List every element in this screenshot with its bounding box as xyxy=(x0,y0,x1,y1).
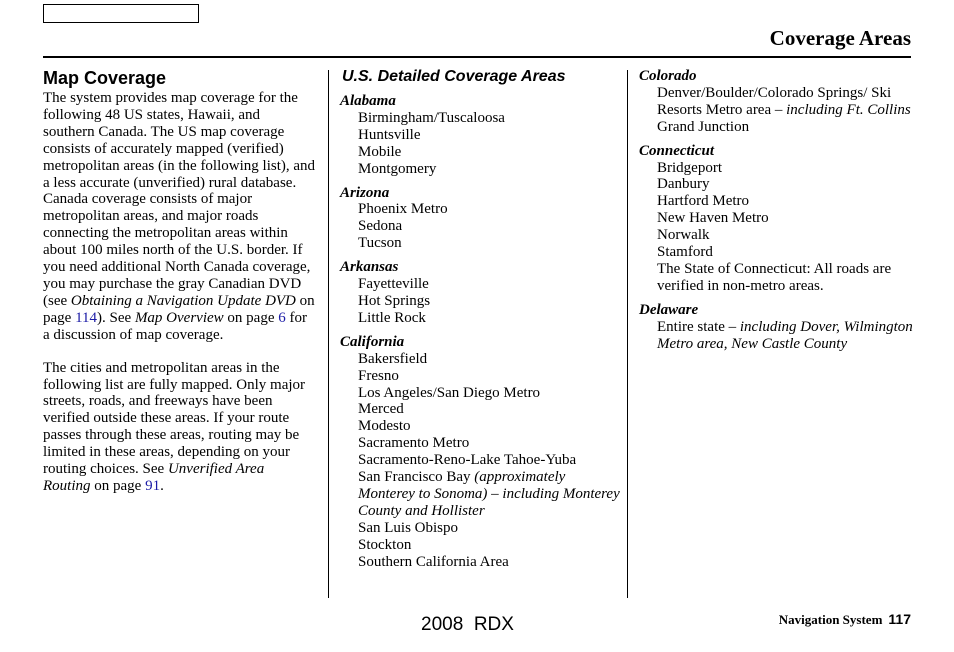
text: Denver/Boulder/Colorado Springs/ Ski Resorts Metro area – xyxy=(657,84,892,118)
list-item: Huntsville xyxy=(358,126,421,143)
reference-title: Unverified Area Routing xyxy=(43,461,265,494)
list-item: Tucson xyxy=(358,235,402,252)
us-coverage-column xyxy=(340,68,622,570)
state-heading: Colorado xyxy=(639,68,697,84)
list-item: Fayetteville xyxy=(358,276,429,293)
list-item: Little Rock xyxy=(358,309,426,326)
list-item: Southern California Area xyxy=(358,553,509,570)
list-item: Stamford xyxy=(657,244,713,261)
list-item: Bridgeport xyxy=(657,159,722,176)
list-item: Norwalk xyxy=(657,227,710,244)
list-item: Sedona xyxy=(358,218,403,235)
list-item: Fresno xyxy=(358,367,399,384)
list-item: Mobile xyxy=(358,143,402,160)
page-number: 117 xyxy=(888,611,911,627)
list-item: New Haven Metro xyxy=(657,210,769,227)
list-item: Birmingham/Tuscaloosa xyxy=(358,109,505,126)
state-heading: California xyxy=(340,333,405,350)
state-heading: Alabama xyxy=(340,93,396,109)
page-footer xyxy=(779,611,911,628)
map-coverage-column xyxy=(43,68,315,495)
text: on page xyxy=(90,477,146,494)
vehicle-model: 2008 RDX xyxy=(421,614,514,635)
reference-title: Map Overview xyxy=(134,309,224,326)
page-link-6[interactable]: 6 xyxy=(278,309,286,326)
text: San Francisco Bay xyxy=(358,469,475,486)
state-heading: Delaware xyxy=(639,301,699,318)
map-coverage-paragraph xyxy=(43,90,315,344)
list-item: Hartford Metro xyxy=(657,193,750,210)
us-coverage-column-continued xyxy=(639,68,914,353)
list-item: Danbury xyxy=(657,176,710,193)
text: . xyxy=(160,477,164,494)
list-item: Phoenix Metro xyxy=(358,201,448,218)
list-item: Sacramento Metro xyxy=(358,435,470,452)
header-box xyxy=(43,4,199,23)
section-name: Navigation System xyxy=(778,612,883,627)
state-heading: Arkansas xyxy=(340,259,399,276)
list-item: Los Angeles/San Diego Metro xyxy=(358,384,541,401)
text: on page xyxy=(43,292,315,326)
text: for a discussion of map coverage. xyxy=(43,309,307,343)
list-item: Bakersfield xyxy=(358,350,428,367)
list-item: Grand Junction xyxy=(657,118,750,135)
page-title: Coverage Areas xyxy=(769,26,911,50)
list-item xyxy=(340,469,622,520)
mapped-areas-paragraph xyxy=(43,360,315,495)
list-item: Stockton xyxy=(358,536,412,553)
text: including Dover, Wilmington Metro area, New Castle County xyxy=(657,318,913,352)
header-rule xyxy=(43,56,911,58)
list-item: The State of Connecticut: All roads are verified in non-metro areas. xyxy=(657,260,892,294)
list-item xyxy=(639,85,914,119)
list-item xyxy=(639,319,914,353)
us-coverage-heading: U.S. Detailed Coverage Areas xyxy=(342,68,566,85)
list-item: Sacramento-Reno-Lake Tahoe-Yuba xyxy=(358,452,577,469)
column-divider xyxy=(328,70,329,598)
list-item: Hot Springs xyxy=(358,292,431,309)
text: The system provides map coverage for the following 48 US states, Hawaii, and southern Canada. The US map coverage consists of accurately mapped (verified) metropolitan areas (in the following list), and a less accurate (unverified) rural database. Canada coverage consists of major metropolitan areas, and major roads connecting the metropolitan areas within about 100 miles north of the U.S. border. If you need additional North Canada coverage, you may purchase the gray Canadian DVD (see xyxy=(43,90,316,309)
text: on page xyxy=(223,309,279,326)
text: Entire state – xyxy=(657,318,740,335)
text: ). See xyxy=(97,309,135,326)
text: (approximately Monterey to Sonoma) – including Monterey County and Hollister xyxy=(358,469,620,519)
list-item: Merced xyxy=(358,401,404,418)
state-heading: Connecticut xyxy=(639,142,715,159)
state-heading: Arizona xyxy=(340,184,390,201)
text: including Ft. Collins xyxy=(786,101,911,118)
list-item: Modesto xyxy=(358,418,411,435)
reference-title: Obtaining a Navigation Update DVD xyxy=(70,292,296,309)
text: The cities and metropolitan areas in the following list are fully mapped. Only major streets, roads, and freeways have been verified outside these areas. If your route passes through these areas, routing may be limited in these areas, depending on your routing choices. See xyxy=(43,359,306,478)
page-link-91[interactable]: 91 xyxy=(145,477,161,494)
list-item: Montgomery xyxy=(358,160,437,177)
list-item: San Luis Obispo xyxy=(358,519,459,536)
map-coverage-heading: Map Coverage xyxy=(43,68,167,88)
page-link-114[interactable]: 114 xyxy=(75,309,98,326)
column-divider xyxy=(627,70,628,598)
